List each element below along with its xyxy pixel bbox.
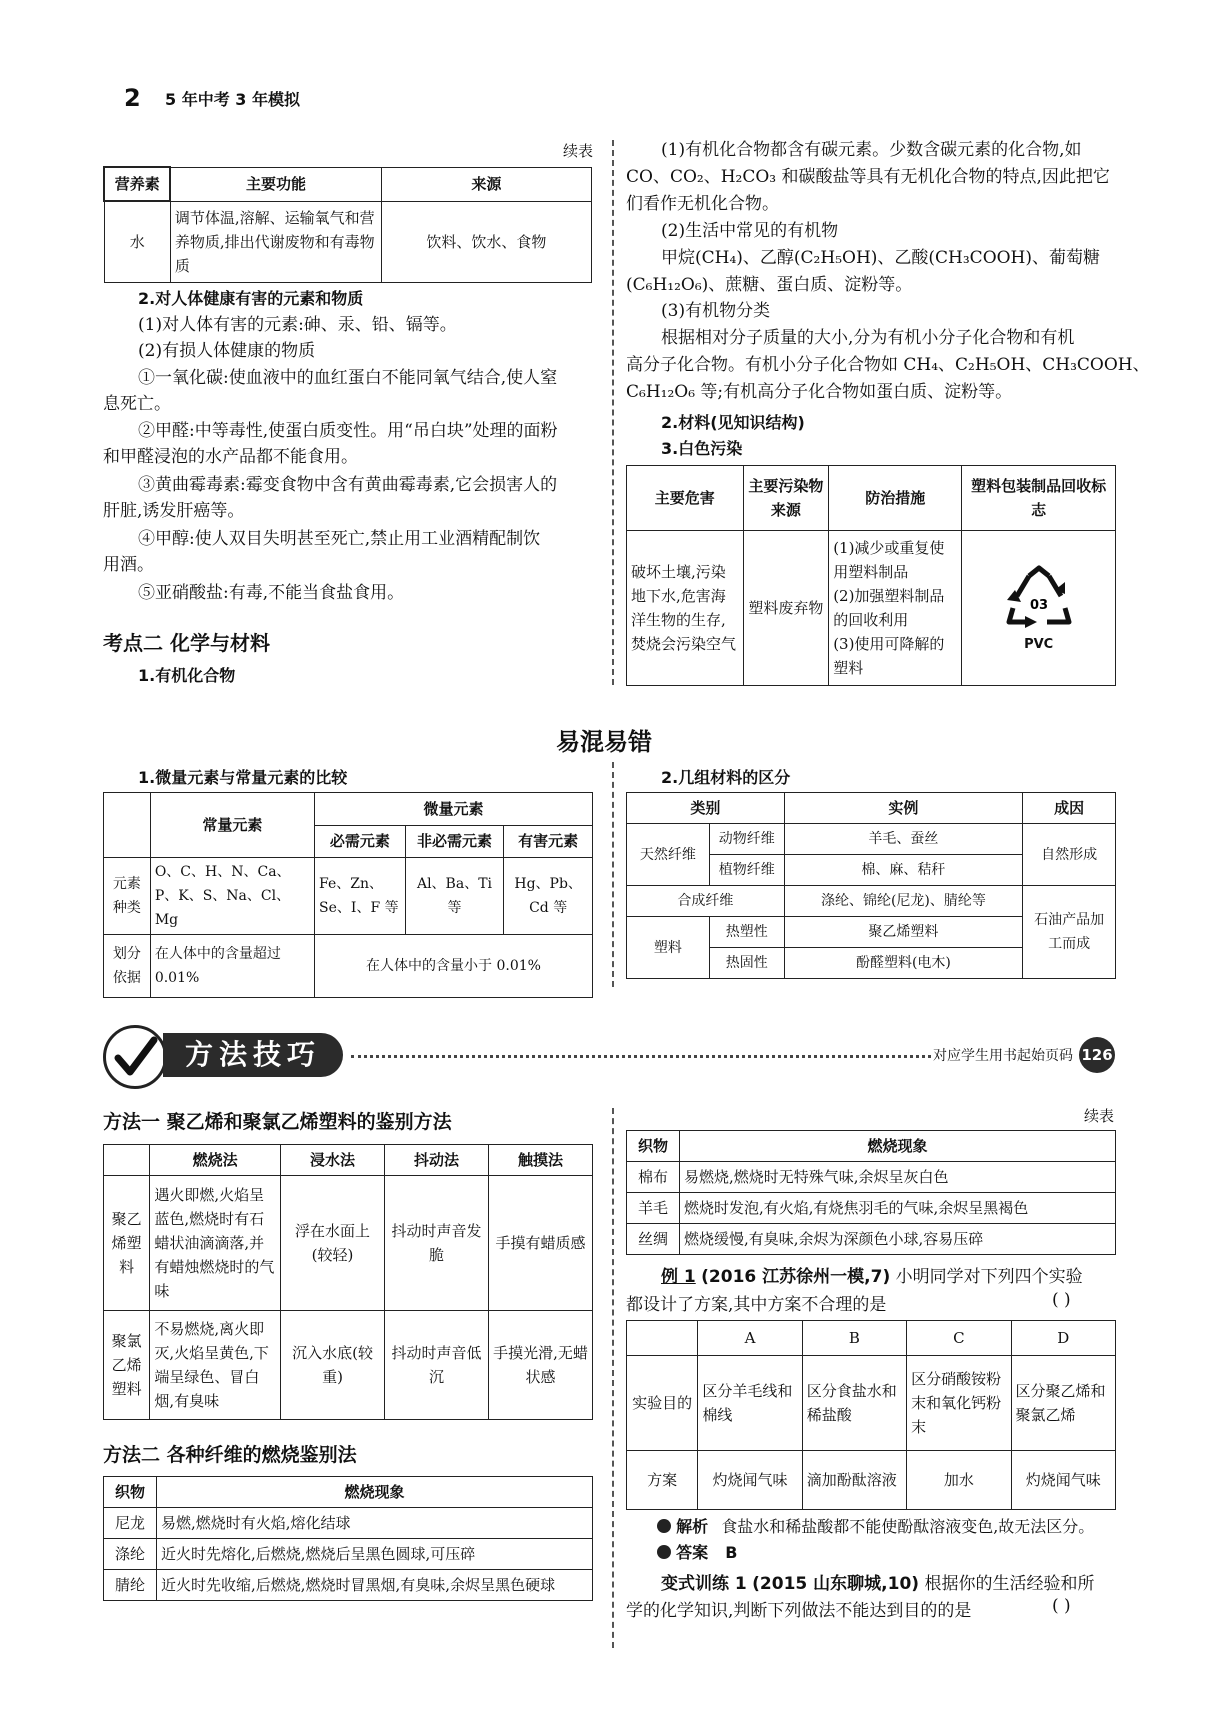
synthetic-fiber: 合成纤维 — [627, 886, 785, 917]
fiber-desc: 近火时先熔化,后燃烧,燃烧后呈黑色圆球,可压碎 — [157, 1539, 593, 1570]
formaldehyde-a: ②甲醛:中等毒性,使蛋白质变性。用“吊白块”处理的面粉 — [138, 421, 558, 441]
nonessential-elements: Al、Ba、Ti 等 — [405, 858, 504, 935]
organic-p3c: C₆H₁₂O₆ 等;有机高分子化合物如蛋白质、淀粉等。 — [626, 382, 1013, 402]
harm-cell: 破坏土壤,污染地下水,危害海洋生物的生存,焚烧会污染空气 — [627, 531, 744, 686]
pvc-shake: 抖动时声音低沉 — [385, 1311, 489, 1420]
example-answer-blank: ( ) — [1052, 1290, 1071, 1310]
measures-cell — [829, 531, 962, 686]
natural-fiber: 天然纤维 — [627, 824, 710, 886]
pvc-touch: 手摸光滑,无蜡状感 — [488, 1311, 592, 1420]
water-source: 饮料、饮水、食物 — [381, 201, 591, 283]
polyethylene-label: 聚乙烯塑料 — [104, 1176, 150, 1311]
plan-c: 加水 — [907, 1451, 1011, 1510]
organic-p1c: 们看作无机化合物。 — [626, 194, 779, 214]
plan-b: 滴加酚酞溶液 — [802, 1451, 906, 1510]
fiber-desc: 易燃烧,燃烧时无特殊气味,余烬呈灰白色 — [680, 1162, 1116, 1193]
measure-3: (3)使用可降解的塑料 — [833, 635, 945, 677]
recycle-symbol-cell — [962, 531, 1116, 686]
material-table — [626, 792, 1116, 979]
organic-p3: (3)有机物分类 — [661, 301, 771, 321]
plan-label: 方案 — [627, 1451, 698, 1510]
measure-1: (1)减少或重复使用塑料制品 — [833, 539, 945, 581]
polyethylene-water: 浮在水面上(较轻) — [281, 1176, 385, 1311]
trace-basis: 在人体中的含量小于 0.01% — [315, 935, 593, 998]
cause-header: 成因 — [1023, 793, 1116, 824]
column-divider-top — [612, 140, 614, 685]
column-divider-bottom — [612, 1108, 614, 1648]
recycle-code: 03 — [1029, 597, 1048, 613]
column-divider-mid — [612, 762, 614, 987]
recycle-name: PVC — [1024, 636, 1054, 652]
plant-fiber-example: 棉、麻、秸秆 — [784, 855, 1022, 886]
fabric-header: 织物 — [104, 1477, 157, 1508]
purpose-a: 区分羊毛线和棉线 — [698, 1356, 802, 1451]
method-one-title: 方法一 聚乙烯和聚氯乙烯塑料的鉴别方法 — [103, 1111, 452, 1133]
fiber-name: 腈纶 — [104, 1570, 157, 1601]
answer-value: B — [725, 1543, 738, 1562]
phenomenon-header: 燃烧现象 — [680, 1131, 1116, 1162]
example-label: 例 1 — [661, 1267, 696, 1287]
trace-header: 微量元素 — [315, 793, 593, 826]
pvc-water: 沉入水底(较重) — [281, 1311, 385, 1420]
example-header: 实例 — [784, 793, 1022, 824]
book-title: 5 年中考 3 年模拟 — [165, 90, 300, 109]
organic-p2b: (C₆H₁₂O₆)、蔗糖、蛋白质、淀粉等。 — [626, 275, 913, 295]
synthetic-fiber-example: 涤纶、锦纶(尼龙)、腈纶等 — [784, 886, 1022, 917]
nutrient-header: 营养素 — [104, 167, 170, 201]
polyethylene-touch: 手摸有蜡质感 — [488, 1176, 592, 1311]
measures-header: 防治措施 — [829, 466, 962, 531]
page-number: 2 — [124, 84, 141, 112]
basis-label: 划分依据 — [104, 935, 151, 998]
co-line-b: 息死亡。 — [103, 394, 171, 414]
analysis-text: 食盐水和稀盐酸都不能使酚酞溶液变色,故无法区分。 — [721, 1517, 1095, 1536]
example-text-b: 都设计了方案,其中方案不合理的是 — [626, 1295, 887, 1315]
water-function: 调节体温,溶解、运输氧气和营养物质,排出代谢废物和有毒物质 — [170, 201, 381, 283]
pollutant-source-cell: 塑料废弃物 — [743, 531, 829, 686]
purpose-d: 区分聚乙烯和聚氯乙烯 — [1011, 1356, 1115, 1451]
water-header: 浸水法 — [281, 1145, 385, 1176]
practice-label: 变式训练 1 — [661, 1574, 747, 1594]
pvc-label: 聚氯乙烯塑料 — [104, 1311, 150, 1420]
continued-label-2: 续表 — [1084, 1107, 1115, 1125]
methods-title: 方法技巧 — [163, 1033, 343, 1077]
fiber-table — [103, 1476, 593, 1601]
pollution-table — [626, 465, 1116, 686]
measure-2: (2)加强塑料制品的回收利用 — [833, 587, 945, 629]
plant-fiber: 植物纤维 — [709, 855, 784, 886]
fiber-table-continued — [626, 1130, 1116, 1255]
pvc-burn: 不易燃烧,离火即灭,火焰呈黄色,下端呈绿色、冒白烟,有臭味 — [150, 1311, 281, 1420]
fiber-name: 棉布 — [627, 1162, 680, 1193]
methanol-a: ④甲醇:使人双目失明甚至死亡,禁止用工业酒精配制饮 — [138, 529, 541, 549]
recycle-header: 塑料包装制品回收标志 — [962, 466, 1116, 531]
continued-label: 续表 — [563, 142, 594, 160]
method-two-title: 方法二 各种纤维的燃烧鉴别法 — [103, 1444, 357, 1466]
animal-fiber-example: 羊毛、蚕丝 — [784, 824, 1022, 855]
heading-harmful: 2.对人体健康有害的元素和物质 — [138, 289, 364, 308]
major-elements: O、C、H、N、Ca、P、K、S、Na、Cl、Mg — [150, 858, 314, 935]
essential-header: 必需元素 — [315, 825, 406, 858]
practice-text-b: 学的化学知识,判断下列做法不能达到目的的是 — [626, 1601, 972, 1621]
animal-fiber: 动物纤维 — [709, 824, 784, 855]
aflatoxin-a: ③黄曲霉毒素:霉变食物中含有黄曲霉毒素,它会损害人的 — [138, 475, 558, 495]
plan-a: 灼烧闻气味 — [698, 1451, 802, 1510]
heading-white-pollution: 3.白色污染 — [661, 439, 743, 458]
polyethylene-shake: 抖动时声音发脆 — [385, 1176, 489, 1311]
fabric-header: 织物 — [627, 1131, 680, 1162]
option-a-header: A — [698, 1321, 802, 1356]
category-header: 类别 — [627, 793, 785, 824]
analysis-label: 解析 — [676, 1517, 709, 1536]
phenomenon-header: 燃烧现象 — [157, 1477, 593, 1508]
nitrite: ⑤亚硝酸盐:有毒,不能当食盐食用。 — [138, 583, 405, 603]
fiber-name: 尼龙 — [104, 1508, 157, 1539]
example-source: (2016 江苏徐州一模,7) — [701, 1267, 891, 1287]
option-b-header: B — [802, 1321, 906, 1356]
check-circle-icon — [103, 1025, 167, 1089]
fiber-desc: 燃烧缓慢,有臭味,余烬为深颜色小球,容易压碎 — [680, 1224, 1116, 1255]
heading-element-compare: 1.微量元素与常量元素的比较 — [138, 768, 348, 787]
analysis-line — [657, 1514, 1094, 1537]
essential-elements: Fe、Zn、Se、I、F 等 — [315, 858, 406, 935]
thermoset-example: 酚醛塑料(电木) — [784, 948, 1022, 979]
organic-p2: (2)生活中常见的有机物 — [661, 221, 839, 241]
answer-icon — [657, 1545, 671, 1559]
methods-banner — [103, 1025, 1116, 1087]
page-ref-label: 对应学生用书起始页码 — [933, 1048, 1073, 1064]
fiber-desc: 近火时先收缩,后燃烧,燃烧时冒黑烟,有臭味,余烬呈黑色硬球 — [157, 1570, 593, 1601]
option-c-header: C — [907, 1321, 1011, 1356]
function-header: 主要功能 — [170, 167, 381, 201]
polyethylene-burn: 遇火即燃,火焰呈蓝色,燃烧时有石蜡状油滴滴落,并有蜡烛燃烧时的气味 — [150, 1176, 281, 1311]
dotted-leader — [351, 1055, 931, 1058]
purpose-c: 区分硝酸铵粉末和氧化钙粉末 — [907, 1356, 1011, 1451]
organic-p1b: CO、CO₂、H₂CO₃ 和碳酸盐等具有无机化合物的特点,因此把它 — [626, 167, 1110, 187]
practice-one — [661, 1569, 1094, 1594]
recycle-icon — [999, 564, 1079, 630]
key-point-two: 考点二 化学与材料 — [103, 631, 270, 655]
burn-header: 燃烧法 — [150, 1145, 281, 1176]
plan-d: 灼烧闻气味 — [1011, 1451, 1115, 1510]
heading-materials: 2.材料(见知识结构) — [661, 413, 805, 432]
major-header: 常量元素 — [150, 793, 314, 858]
section-title-confusion: 易混易错 — [556, 728, 652, 756]
fiber-desc: 燃烧时发泡,有火焰,有烧焦羽毛的气味,余烬呈黑褐色 — [680, 1193, 1116, 1224]
fiber-name: 羊毛 — [627, 1193, 680, 1224]
heading-material-compare: 2.几组材料的区分 — [661, 768, 791, 787]
major-basis: 在人体中的含量超过 0.01% — [150, 935, 314, 998]
experiment-table — [626, 1320, 1116, 1510]
formaldehyde-b: 和甲醛浸泡的水产品都不能食用。 — [103, 447, 358, 467]
element-table — [103, 792, 593, 998]
thermoset: 热固性 — [709, 948, 784, 979]
analysis-icon — [657, 1519, 671, 1533]
page-ref-number: 126 — [1079, 1037, 1115, 1073]
practice-answer-blank: ( ) — [1052, 1596, 1071, 1616]
organic-p3b: 高分子化合物。有机小分子化合物如 CH₄、C₂H₅OH、CH₃COOH、 — [626, 355, 1150, 375]
harmful-elements: (1)对人体有害的元素:砷、汞、铅、镉等。 — [138, 315, 457, 335]
natural-cause: 自然形成 — [1023, 824, 1116, 886]
practice-source: (2015 山东聊城,10) — [752, 1574, 920, 1594]
fiber-name: 涤纶 — [104, 1539, 157, 1570]
example-text-a: 小明同学对下列四个实验 — [895, 1267, 1083, 1287]
purpose-b: 区分食盐水和稀盐酸 — [802, 1356, 906, 1451]
fiber-desc: 易燃,燃烧时有火焰,熔化结球 — [157, 1508, 593, 1539]
answer-line — [657, 1540, 737, 1563]
organic-p2a: 甲烷(CH₄)、乙醇(C₂H₅OH)、乙酸(CH₃COOH)、葡萄糖 — [661, 248, 1101, 268]
nutrient-table — [103, 166, 592, 283]
practice-text-a: 根据你的生活经验和所 — [924, 1574, 1095, 1594]
synthetic-cause: 石油产品加工而成 — [1023, 886, 1116, 979]
answer-label: 答案 — [676, 1543, 709, 1562]
methanol-b: 用酒。 — [103, 555, 154, 575]
example-one — [661, 1262, 1083, 1287]
touch-header: 触摸法 — [488, 1145, 592, 1176]
harmful-header: 有害元素 — [504, 825, 593, 858]
aflatoxin-b: 肝脏,诱发肝癌等。 — [103, 501, 245, 521]
harmful-elements-cell: Hg、Pb、Cd 等 — [504, 858, 593, 935]
harm-header: 主要危害 — [627, 466, 744, 531]
organic-p1a: (1)有机化合物都含有碳元素。少数含碳元素的化合物,如 — [661, 140, 1082, 160]
pollutant-source-header: 主要污染物来源 — [743, 466, 829, 531]
element-type-label: 元素种类 — [104, 858, 151, 935]
option-d-header: D — [1011, 1321, 1115, 1356]
plastic-identification-table — [103, 1144, 593, 1420]
organic-p3a: 根据相对分子质量的大小,分为有机小分子化合物和有机 — [661, 328, 1075, 348]
heading-organic: 1.有机化合物 — [138, 666, 236, 685]
harmful-substances: (2)有损人体健康的物质 — [138, 341, 316, 361]
shake-header: 抖动法 — [385, 1145, 489, 1176]
nonessential-header: 非必需元素 — [405, 825, 504, 858]
thermoplastic-example: 聚乙烯塑料 — [784, 917, 1022, 948]
fiber-name: 丝绸 — [627, 1224, 680, 1255]
source-header: 来源 — [381, 167, 591, 201]
nutrient-water: 水 — [104, 201, 170, 283]
plastic: 塑料 — [627, 917, 710, 979]
purpose-label: 实验目的 — [627, 1356, 698, 1451]
thermoplastic: 热塑性 — [709, 917, 784, 948]
co-line-a: ①一氧化碳:使血液中的血红蛋白不能同氧气结合,使人窒 — [138, 368, 558, 388]
